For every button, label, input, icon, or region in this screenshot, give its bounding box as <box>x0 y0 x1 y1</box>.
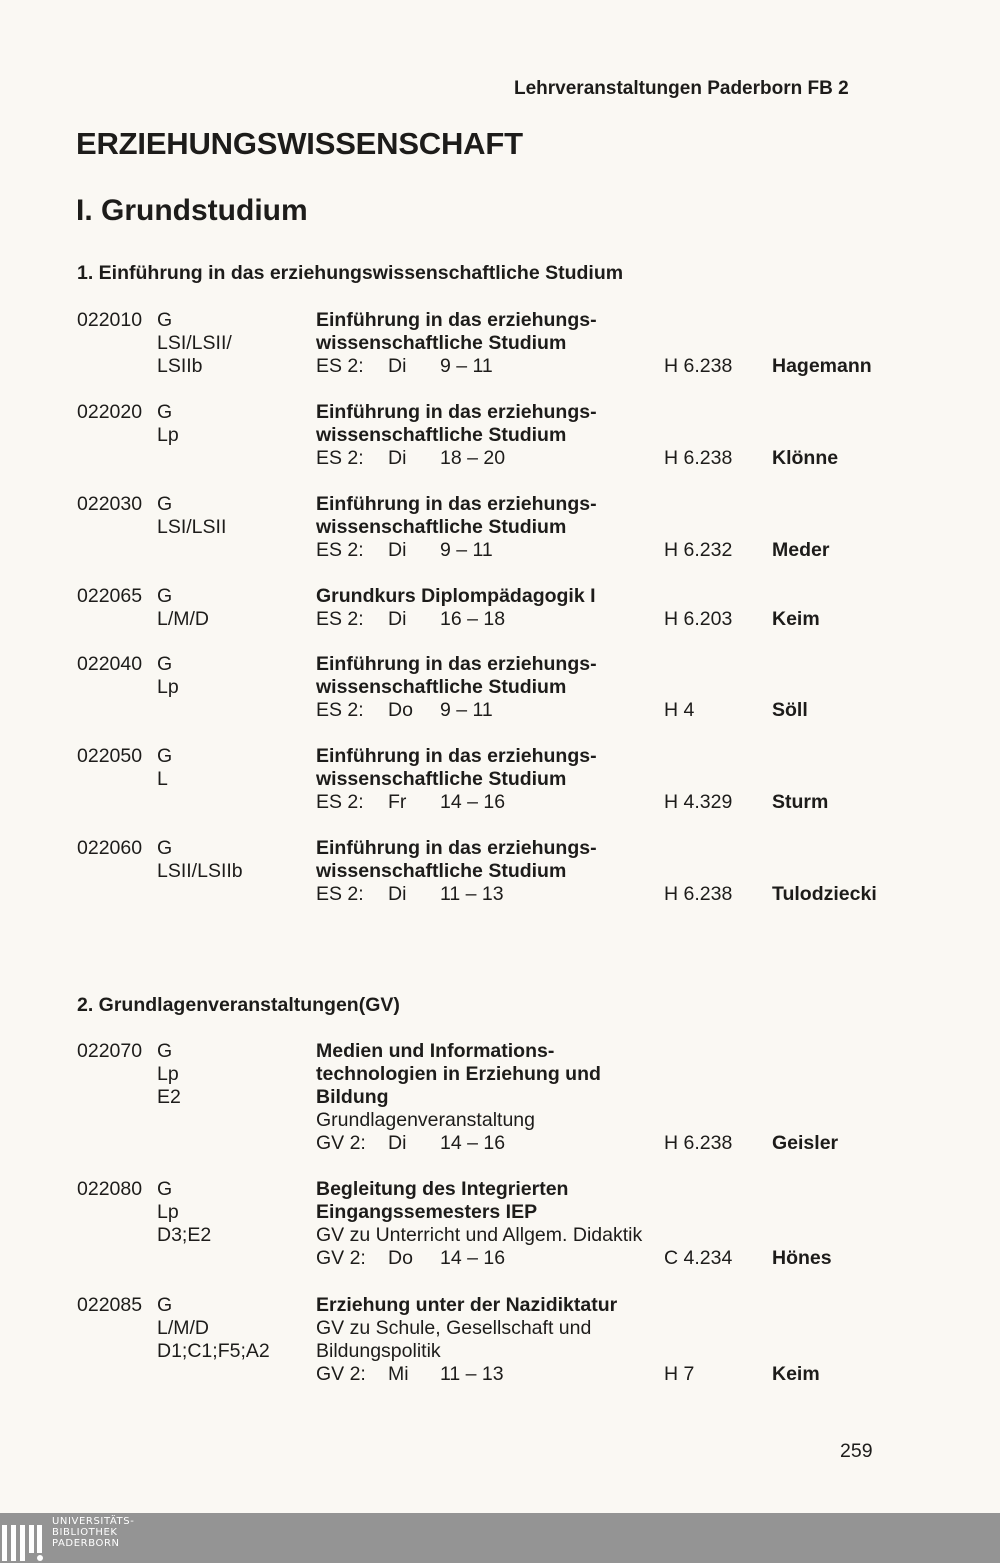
course-audience: G <box>157 745 173 767</box>
course-audience: G <box>157 309 173 331</box>
running-head: Lehrveranstaltungen Paderborn FB 2 <box>514 78 849 99</box>
course-title: wissenschaftliche Studium <box>316 768 567 790</box>
course-title: Medien und Informations- <box>316 1040 555 1062</box>
course-time: 14 – 16 <box>440 1247 506 1269</box>
course-room: H 6.238 <box>664 883 733 905</box>
course-audience: E2 <box>157 1086 181 1108</box>
course-type: ES 2: <box>316 608 364 630</box>
course-title: Einführung in das erziehungs- <box>316 653 597 675</box>
course-day: Mi <box>388 1363 409 1385</box>
course-audience: G <box>157 653 173 675</box>
course-title: wissenschaftliche Studium <box>316 516 567 538</box>
course-audience: L <box>157 768 168 790</box>
course-title: Einführung in das erziehungs- <box>316 745 597 767</box>
course-time: 11 – 13 <box>440 883 504 905</box>
course-room: H 6.232 <box>664 539 733 561</box>
page-title: ERZIEHUNGSWISSENSCHAFT <box>76 126 523 161</box>
course-day: Do <box>388 699 413 721</box>
course-title: wissenschaftliche Studium <box>316 424 567 446</box>
course-title: Grundkurs Diplompädagogik I <box>316 585 596 607</box>
course-audience: Lp <box>157 676 179 698</box>
course-title: Begleitung des Integrierten <box>316 1178 569 1200</box>
course-audience: G <box>157 1178 173 1200</box>
course-title: Einführung in das erziehungs- <box>316 837 597 859</box>
course-audience: Lp <box>157 424 179 446</box>
course-teacher: Geisler <box>772 1132 839 1154</box>
course-teacher: Keim <box>772 1363 820 1385</box>
course-teacher: Sturm <box>772 791 829 813</box>
course-audience: LSIIb <box>157 355 203 377</box>
course-subtitle: GV zu Unterricht und Allgem. Didaktik <box>316 1224 643 1246</box>
course-teacher: Keim <box>772 608 820 630</box>
course-day: Di <box>388 447 407 469</box>
course-number: 022040 <box>77 653 143 675</box>
course-type: ES 2: <box>316 883 364 905</box>
course-audience: L/M/D <box>157 608 210 630</box>
course-audience: LSI/LSII/ <box>157 332 232 354</box>
page-number: 259 <box>840 1440 873 1462</box>
course-teacher: Hönes <box>772 1247 832 1269</box>
course-teacher: Meder <box>772 539 830 561</box>
course-audience: G <box>157 401 173 423</box>
course-title: Einführung in das erziehungs- <box>316 401 597 423</box>
course-type: ES 2: <box>316 539 364 561</box>
course-time: 9 – 11 <box>440 699 493 721</box>
course-teacher: Hagemann <box>772 355 872 377</box>
course-room: C 4.234 <box>664 1247 733 1269</box>
course-subtitle: Bildungspolitik <box>316 1340 441 1362</box>
course-time: 18 – 20 <box>440 447 506 469</box>
logo-line: UNIVERSITÄTS- <box>52 1516 135 1527</box>
logo-dot-icon <box>37 1555 43 1561</box>
course-audience: D3;E2 <box>157 1224 212 1246</box>
section-heading-1: 1. Einführung in das erziehungswissenschaftliche Studium <box>77 262 624 284</box>
course-audience: L/M/D <box>157 1317 210 1339</box>
course-time: 9 – 11 <box>440 539 493 561</box>
course-subtitle: Grundlagenveranstaltung <box>316 1109 535 1131</box>
course-title: Einführung in das erziehungs- <box>316 309 597 331</box>
course-number: 022060 <box>77 837 143 859</box>
course-audience: G <box>157 837 173 859</box>
course-title: Erziehung unter der Nazidiktatur <box>316 1294 618 1316</box>
course-title: wissenschaftliche Studium <box>316 860 567 882</box>
course-teacher: Klönne <box>772 447 839 469</box>
course-number: 022085 <box>77 1294 143 1316</box>
course-time: 14 – 16 <box>440 1132 506 1154</box>
course-time: 16 – 18 <box>440 608 506 630</box>
course-number: 022010 <box>77 309 143 331</box>
course-audience: G <box>157 585 173 607</box>
course-number: 022030 <box>77 493 143 515</box>
course-day: Di <box>388 608 407 630</box>
course-type: ES 2: <box>316 699 364 721</box>
course-number: 022050 <box>77 745 143 767</box>
course-title: wissenschaftliche Studium <box>316 676 567 698</box>
course-time: 14 – 16 <box>440 791 506 813</box>
course-audience: G <box>157 1040 173 1062</box>
logo-text <box>52 1516 134 1549</box>
course-audience: G <box>157 1294 173 1316</box>
course-room: H 6.238 <box>664 355 733 377</box>
course-room: H 6.203 <box>664 608 733 630</box>
footer-bar <box>0 1513 1000 1563</box>
course-type: ES 2: <box>316 355 364 377</box>
course-type: GV 2: <box>316 1363 366 1385</box>
course-title: Einführung in das erziehungs- <box>316 493 597 515</box>
course-day: Fr <box>388 791 407 813</box>
logo-line: PADERBORN <box>52 1538 120 1549</box>
course-title: Bildung <box>316 1086 389 1108</box>
course-room: H 6.238 <box>664 1132 733 1154</box>
logo-line: BIBLIOTHEK <box>52 1527 118 1538</box>
course-teacher: Tulodziecki <box>772 883 877 905</box>
course-number: 022080 <box>77 1178 143 1200</box>
course-day: Di <box>388 1132 407 1154</box>
course-day: Di <box>388 355 407 377</box>
course-time: 9 – 11 <box>440 355 493 377</box>
course-day: Di <box>388 539 407 561</box>
course-room: H 4 <box>664 699 695 721</box>
course-subtitle: GV zu Schule, Gesellschaft und <box>316 1317 592 1339</box>
course-day: Do <box>388 1247 413 1269</box>
course-number: 022065 <box>77 585 143 607</box>
course-day: Di <box>388 883 407 905</box>
course-audience: LSII/LSIIb <box>157 860 243 882</box>
course-audience: LSI/LSII <box>157 516 227 538</box>
library-logo <box>0 1513 160 1563</box>
course-title: technologien in Erziehung und <box>316 1063 601 1085</box>
course-type: GV 2: <box>316 1132 366 1154</box>
course-type: GV 2: <box>316 1247 366 1269</box>
course-time: 11 – 13 <box>440 1363 504 1385</box>
section-heading-2: 2. Grundlagenveranstaltungen(GV) <box>77 994 400 1016</box>
course-number: 022070 <box>77 1040 143 1062</box>
part-title: I. Grundstudium <box>76 194 308 227</box>
course-room: H 6.238 <box>664 447 733 469</box>
course-room: H 4.329 <box>664 791 733 813</box>
course-title: Eingangssemesters IEP <box>316 1201 538 1223</box>
course-audience: Lp <box>157 1063 179 1085</box>
course-title: wissenschaftliche Studium <box>316 332 567 354</box>
course-audience: D1;C1;F5;A2 <box>157 1340 270 1362</box>
course-teacher: Söll <box>772 699 808 721</box>
course-audience: Lp <box>157 1201 179 1223</box>
course-audience: G <box>157 493 173 515</box>
course-type: ES 2: <box>316 447 364 469</box>
course-room: H 7 <box>664 1363 695 1385</box>
course-number: 022020 <box>77 401 143 423</box>
course-type: ES 2: <box>316 791 364 813</box>
